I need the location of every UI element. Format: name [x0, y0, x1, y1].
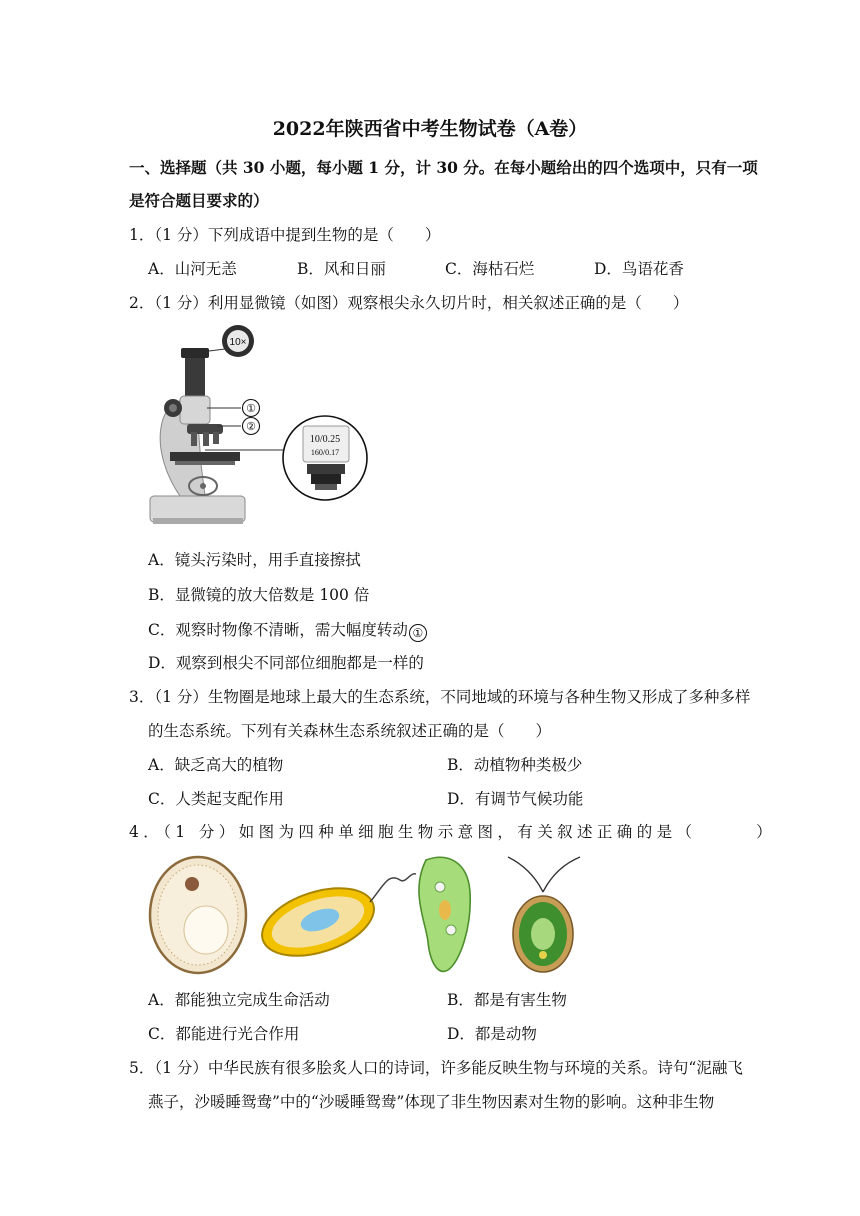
question-1-option-a: A．山河无恙	[148, 260, 237, 278]
question-4-option-c: C．都能进行光合作用	[148, 1025, 300, 1043]
question-2-option-d: D．观察到根尖不同部位细胞都是一样的	[148, 654, 424, 672]
question-1-option-b: B．风和日丽	[297, 260, 386, 278]
question-2-option-b: B．显微镜的放大倍数是 100 倍	[148, 586, 370, 604]
exam-title: 2022年陕西省中考生物试卷（A卷）	[272, 118, 588, 140]
question-4-stem: 4．（1 分）如图为四种单细胞生物示意图，有关叙述正确的是（ ）	[129, 823, 777, 841]
question-2-option-a: A．镜头污染时，用手直接擦拭	[148, 551, 361, 569]
question-4-option-b: B．都是有害生物	[447, 991, 567, 1009]
option-c-marker: ①	[409, 624, 427, 642]
paramecium-icon	[419, 857, 470, 971]
section-heading-line2: 是符合题目要求的）	[129, 191, 269, 210]
question-4-option-a: A．都能独立完成生命活动	[148, 991, 330, 1009]
question-3-option-c: C．人类起支配作用	[148, 790, 284, 808]
eyepiece-icon	[209, 325, 254, 357]
question-2-option-c	[148, 620, 427, 642]
callout-1: ①	[246, 402, 256, 415]
question-3-option-d: D．有调节气候功能	[447, 790, 584, 808]
question-5-stem-line2: 燕子，沙暖睡鸳鸯”中的“沙暖睡鸳鸯”体现了非生物因素对生物的影响。这种非生物	[148, 1093, 715, 1111]
section-heading-line1: 一、选择题（共 30 小题，每小题 1 分，计 30 分。在每小题给出的四个选项中，只有一项	[129, 158, 758, 177]
question-2-stem: 2．（1 分）利用显微镜（如图）观察根尖永久切片时，相关叙述正确的是（ ）	[129, 294, 689, 312]
objective-lens-icon	[283, 416, 367, 500]
bacterium-icon	[254, 874, 416, 969]
objective-label-1: 10/0.25	[309, 434, 341, 445]
eyepiece-label: 10×	[229, 337, 247, 348]
single-cell-organisms-figure	[148, 852, 593, 977]
yeast-cell-icon	[150, 857, 246, 973]
question-3-option-a: A．缺乏高大的植物	[148, 756, 284, 774]
microscope-figure	[145, 324, 370, 536]
chlamydomonas-icon	[508, 857, 580, 972]
question-4-option-d: D．都是动物	[447, 1025, 537, 1043]
question-1-stem: 1．（1 分）下列成语中提到生物的是（ ）	[129, 226, 441, 244]
question-1-option-d: D．鸟语花香	[594, 260, 684, 278]
question-5-stem-line1: 5．（1 分）中华民族有很多脍炙人口的诗词，许多能反映生物与环境的关系。诗句“泥融飞	[129, 1059, 743, 1077]
question-3-stem-line2: 的生态系统。下列有关森林生态系统叙述正确的是（ ）	[148, 722, 552, 740]
callout-2: ②	[246, 420, 256, 433]
question-2-option-c-text: C．观察时物像不清晰，需大幅度转动	[148, 621, 408, 639]
question-3-option-b: B．动植物种类极少	[447, 756, 583, 774]
objective-label-2: 160/0.17	[310, 448, 340, 457]
question-3-stem-line1: 3．（1 分）生物圈是地球上最大的生态系统，不同地域的环境与各种生物又形成了多种多样	[129, 688, 751, 706]
question-1-option-c: C．海枯石烂	[445, 260, 535, 278]
microscope-icon	[150, 348, 245, 524]
